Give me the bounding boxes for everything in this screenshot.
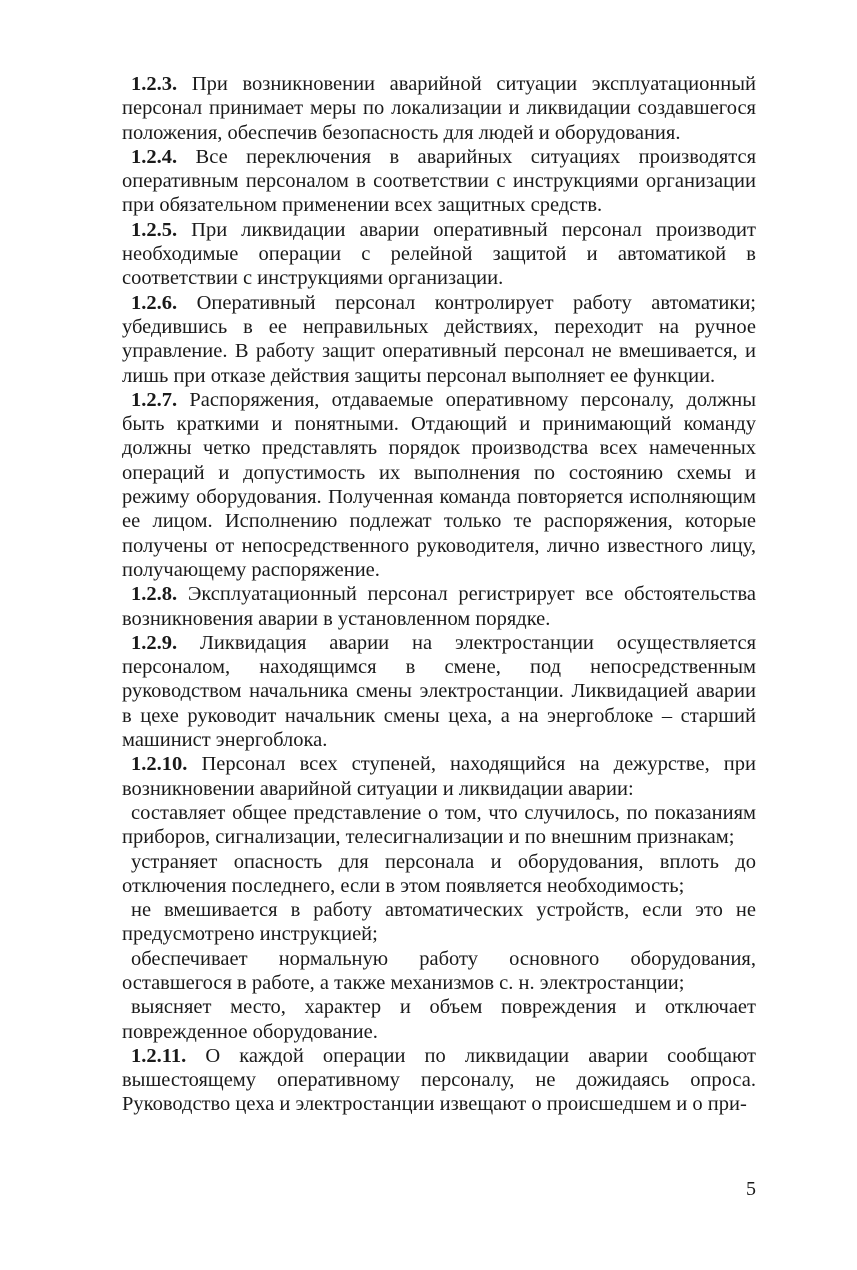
paragraph-1-2-10 xyxy=(122,752,756,801)
list-item: обеспечивает нормальную работу основного оборудования, оставшегося в работе, а также механизмов с. н. электростанции; xyxy=(122,947,756,994)
paragraph-1-2-11 xyxy=(122,1044,756,1117)
paragraph-number: 1.2.3. xyxy=(131,73,178,95)
paragraph-text: О каждой операции по ликвидации аварии сообщают вышестоящему оперативному персоналу, не дожидаясь опроса. Руководство цеха и электростанции извещают о происшедшем и о при- xyxy=(122,1044,756,1116)
paragraph-number: 1.2.10. xyxy=(131,753,188,776)
page-number: 5 xyxy=(746,1178,756,1200)
paragraph-1-2-6 xyxy=(122,291,756,388)
list-item: выясняет место, характер и объем повреждения и отключает поврежденное оборудование. xyxy=(122,996,756,1043)
list-item: устраняет опасность для персонала и оборудования, вплоть до отключения последнего, если в этом появляется необходимость; xyxy=(122,850,756,897)
list-item: составляет общее представление о том, что случилось, по показаниям приборов, сигнализации, телесигнализации и по внешним признакам; xyxy=(122,801,756,849)
paragraph-number: 1.2.11. xyxy=(131,1044,187,1067)
paragraph-text: Распоряжения, отдаваемые оперативному персоналу, должны быть краткими и понятными. Отдающий и принимающий команду должны четко представлять порядок производства всех намеченных операций и допустимость их выполнения по состоянию схемы и режиму оборудования. Полученная команда повторяется исполняющим ее лицом. Исполнению подлежат только те распоряжения, которые получены от непосредственного руководителя, лично известного лицу, получающему распоряжение. xyxy=(122,388,756,581)
paragraph-text: Оперативный персонал контролирует работу автоматики; убедившись в ее неправильных действиях, переходит на ручное управление. В работу защит оперативный персонал не вмешивается, и лишь при отказе действия защиты персонал выполняет ее функции. xyxy=(122,291,756,387)
paragraph-text: Ликвидация аварии на электростанции осуществляется персоналом, находящимся в смене, под непосредственным руководством начальника смены электростанции. Ликвидацией аварии в цехе руководит начальник смены цеха, а на энергоблоке – старший машинист энергоблока. xyxy=(122,631,756,752)
paragraph-1-2-4 xyxy=(122,145,756,218)
paragraph-1-2-3 xyxy=(122,72,756,145)
page-body xyxy=(122,72,756,1117)
paragraph-number: 1.2.8. xyxy=(131,583,178,606)
paragraph-text: Персонал всех ступеней, находящийся на дежурстве, при возникновении аварийной ситуации и ликвидации аварии: xyxy=(122,753,756,800)
paragraph-number: 1.2.4. xyxy=(131,145,178,168)
paragraph-1-2-9 xyxy=(122,631,756,752)
paragraph-number: 1.2.7. xyxy=(131,388,178,411)
paragraph-number: 1.2.5. xyxy=(131,218,178,241)
paragraph-text: При возникновении аварийной ситуации эксплуатационный персонал принимает меры по локализации и ликвидации создавшегося положения, обеспечив безопасность для людей и оборудования. xyxy=(122,73,756,144)
paragraph-number: 1.2.9. xyxy=(131,631,178,654)
list-item: не вмешивается в работу автоматических устройств, если это не предусмотрено инструкцией; xyxy=(122,899,756,946)
paragraph-number: 1.2.6. xyxy=(131,291,178,314)
paragraph-1-2-8 xyxy=(122,582,756,631)
paragraph-text: Эксплуатационный персонал регистрирует все обстоятельства возникновения аварии в установленном порядке. xyxy=(122,583,756,630)
paragraph-text: Все переключения в аварийных ситуациях производятся оперативным персоналом в соответствии с инструкциями организации при обязательном применении всех защитных средств. xyxy=(122,145,756,217)
paragraph-1-2-5 xyxy=(122,218,756,291)
paragraph-1-2-7 xyxy=(122,388,756,582)
paragraph-text: При ликвидации аварии оперативный персонал производит необходимые операции с релейной защитой и автоматикой в соответствии с инструкциями организации. xyxy=(122,218,756,290)
